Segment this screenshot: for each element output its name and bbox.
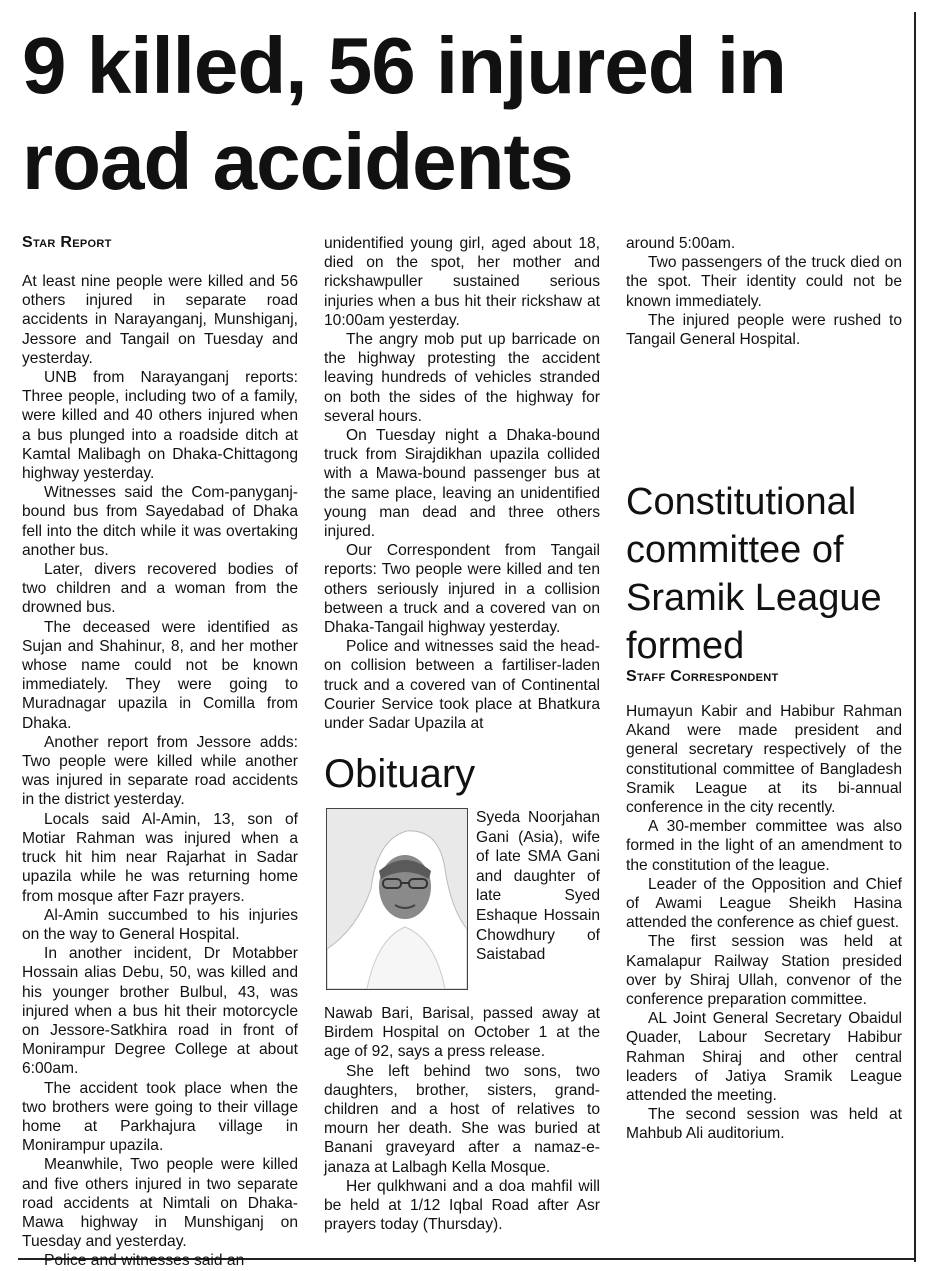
story-paragraph: AL Joint General Secretary Obaidul Quader, Labour Secretary Habibur Rahman Shiraj and other central leaders of Jatiya Sramik League attended the meeting. — [626, 1010, 902, 1105]
story-paragraph: Our Correspondent from Tangail reports: Two people were killed and ten others seriously injured in a collision between a truck and a covered van on Dhaka-Tangail highway yesterday. — [324, 542, 600, 637]
story-paragraph: unidentified young girl, aged about 18, died on the spot, her mother and rickshawpuller sustained serious injuries when a bus hit their rickshaw at 10:00am yesterday. — [324, 235, 600, 329]
story-paragraph: Meanwhile, Two people were killed and five others injured in two separate road accidents at Nimtali on Dhaka-Mawa highway in Munshiganj on Tuesday and yesterday. — [22, 1156, 298, 1251]
story-paragraph: At least nine people were killed and 56 others injured in separate road accidents in Narayanganj, Munshiganj, Jessore and Tangail on Tuesday and yesterday. — [22, 273, 298, 367]
story-paragraph: Police and witnesses said the head-on collision between a fartiliser-laden truck and a covered van of Continental Courier Service took place at Bhatkura under Sadar Upazila at — [324, 638, 600, 733]
story-paragraph: Leader of the Opposition and Chief of Awami League Sheikh Hasina attended the conference as chief guest. — [626, 875, 902, 932]
story-paragraph: The second session was held at Mahbub Ali auditorium. — [626, 1106, 902, 1143]
story-paragraph: The first session was held at Kamalapur Railway Station presided over by Shiraj Ullah, convenor of the conference preparation committee. — [626, 933, 902, 1009]
story-paragraph: Humayun Kabir and Habibur Rahman Akand were made president and general secretary respectively of the constitutional committee of Bangladesh Sramik League at its bi-annual conference in the city recently. — [626, 703, 902, 817]
main-story-column-2 — [324, 234, 600, 733]
story-paragraph: The accident took place when the two brothers were going to their village home at Parkhajura village in Monirampur upazila. — [22, 1079, 298, 1155]
story-paragraph: On Tuesday night a Dhaka-bound truck from Sirajdikhan upazila collided with a Mawa-bound passenger bus at the same place, leaving an unidentified young man dead and three others injured. — [324, 427, 600, 541]
main-story-column-1 — [22, 272, 298, 1271]
obituary-paragraph: Her qulkhwani and a doa mahfil will be held at 1/12 Iqbal Road after Asr prayers today (Thursday). — [324, 1177, 600, 1234]
story-paragraph: Another report from Jessore adds: Two people were killed while another was injured in separate road accidents in the district yesterday. — [22, 733, 298, 809]
portrait-image — [327, 809, 467, 989]
story-paragraph: Witnesses said the Com-panyganj-bound bus from Sayedabad of Dhaka fell into the ditch while it was overtaking another bus. — [22, 484, 298, 559]
story-paragraph: Police and witnesses said an — [44, 1252, 245, 1270]
second-story-headline: Constitutional committee of Sramik League formed — [626, 481, 882, 667]
main-byline: Star Report — [22, 234, 112, 251]
obituary-paragraph: She left behind two sons, two daughters, brother, sisters, grand-children and a host of relatives to mourn her death. She was buried at Banani graveyard after a namaz-e-janaza at Lalbagh Kella Mosque. — [324, 1062, 600, 1176]
story-paragraph: Al-Amin succumbed to his injuries on the way to General Hospital. — [22, 906, 298, 943]
story-paragraph: A 30-member committee was also formed in the light of an amendment to the constitution of the league. — [626, 818, 902, 874]
story-paragraph: The angry mob put up barricade on the highway protesting the accident leaving hundreds of vehicles stranded on both the sides of the highway for several hours. — [324, 331, 600, 425]
story-paragraph: In another incident, Dr Motabber Hossain alias Debu, 50, was killed and his younger brother Bulbul, 43, was injured when a bus hit their motorcycle on Jessore-Satkhira road in front of Monirampur Degree College at about 6:00am. — [22, 945, 298, 1078]
story-paragraph: The deceased were identified as Sujan and Shahinur, 8, and her mother whose name could not be known immediately. They were going to Muradnagar upazila in Comilla from Dhaka. — [22, 618, 298, 732]
obituary-photo — [326, 808, 468, 990]
obituary-body — [324, 1004, 600, 1234]
column-rule-right — [914, 12, 916, 1262]
main-story-column-3 — [626, 234, 902, 349]
story-paragraph: Later, divers recovered bodies of two children and a woman from the drowned bus. — [22, 561, 298, 617]
story-paragraph: Two passengers of the truck died on the spot. Their identity could not be known immediately. — [626, 254, 902, 310]
obituary-intro-text: Syeda Noorjahan Gani (Asia), wife of late SMA Gani and daughter of late Syed Eshaque Hossain Chowdhury of Saistabad — [476, 809, 600, 964]
second-story-byline: Staff Correspondent — [626, 668, 779, 685]
obituary-intro — [476, 808, 600, 965]
second-story-body — [626, 702, 902, 1144]
story-paragraph: UNB from Narayanganj reports: Three people, including two of a family, were killed and 40 others injured when a bus plunged into a roadside ditch at Kamtal Malibagh on Dhaka-Chittagong highway yesterday. — [22, 369, 298, 483]
story-paragraph: The injured people were rushed to Tangail General Hospital. — [626, 311, 902, 349]
main-headline: 9 killed, 56 injured in road accidents — [22, 21, 786, 206]
obituary-title: Obituary — [324, 752, 476, 796]
story-paragraph: around 5:00am. — [626, 235, 736, 252]
story-paragraph: Locals said Al-Amin, 13, son of Motiar Rahman was injured when a truck hit him near Rajarhat in Sadar upazila while he was returning home from mosque after Fazr prayers. — [22, 810, 298, 905]
obituary-paragraph: Nawab Bari, Barisal, passed away at Birdem Hospital on October 1 at the age of 92, says a press release. — [324, 1005, 600, 1061]
